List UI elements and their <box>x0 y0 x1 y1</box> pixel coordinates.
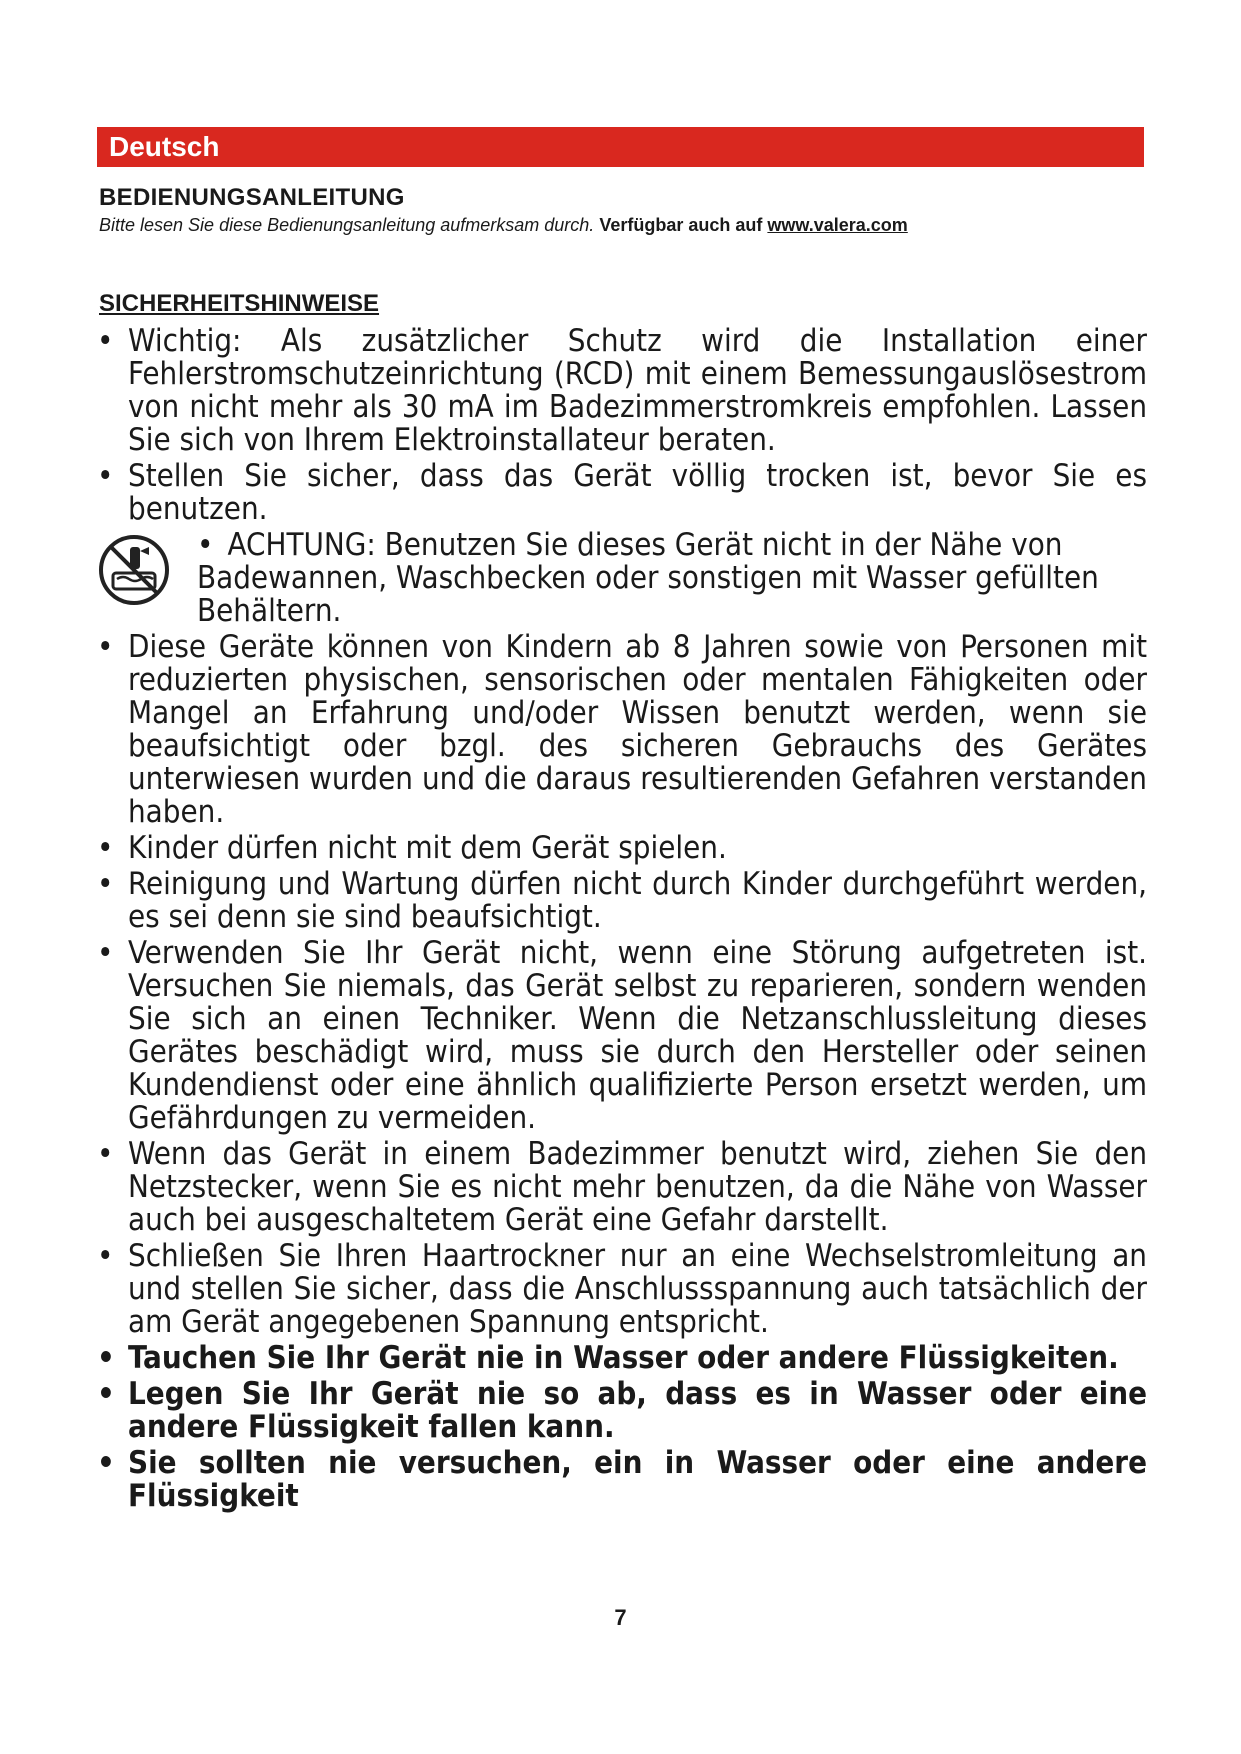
bullet: • <box>97 1136 114 1172</box>
language-label: Deutsch <box>109 131 220 162</box>
bullet: • <box>97 935 114 971</box>
no-water-warning-icon <box>97 533 171 607</box>
list-item <box>97 1378 1147 1444</box>
intro-instruction: Bitte lesen Sie diese Bedienungsanleitung aufmerksam durch. <box>99 215 595 235</box>
item-text: Sie sollten nie versuchen, ein in Wasser oder eine andere Flüssigkeit <box>128 1445 1147 1514</box>
item-text: Stellen Sie sicher, dass das Gerät völlig trocken ist, bevor Sie es benutzen. <box>128 458 1147 527</box>
bullet: • <box>97 830 114 866</box>
bullet: • <box>97 629 114 665</box>
item-text: Diese Geräte können von Kindern ab 8 Jahren sowie von Personen mit reduzierten physischen, sensorischen oder mentalen Fähigkeiten oder Mangel an Erfahrung und/oder Wissen benutzt werden, wenn sie beaufsichtigt oder bzgl. des sicheren Gebrauchs des Gerätes unterwiesen wurden und die daraus resultierenden Gefahren verstanden haben. <box>128 629 1147 830</box>
document-title: BEDIENUNGSANLEITUNG <box>99 184 405 211</box>
item-text: Wichtig: Als zusätzlicher Schutz wird die Installation einer Fehlerstromschutzeinrichtung (RCD) mit einem Bemessungauslösestrom von nicht mehr als 30 mA im Badezimmerstromkreis empfohlen. Lassen Sie sich von Ihrem Elektroinstallateur beraten. <box>128 323 1147 458</box>
warning-item <box>97 529 1147 628</box>
list-item <box>97 1447 1147 1513</box>
list-item <box>97 868 1147 934</box>
bullet: • <box>97 1340 115 1376</box>
list-item <box>97 1138 1147 1237</box>
bullet: • <box>97 458 114 494</box>
safety-list <box>97 325 1147 1516</box>
bullet: • <box>97 1376 115 1412</box>
list-item <box>97 631 1147 829</box>
section-title: SICHERHEITSHINWEISE <box>99 290 380 317</box>
list-item <box>97 937 1147 1135</box>
list-item <box>97 325 1147 457</box>
item-text: ACHTUNG: Benutzen Sie dieses Gerät nicht in der Nähe von Badewannen, Waschbecken oder sonstigen mit Wasser gefüllten Behältern. <box>197 527 1099 629</box>
item-text: Legen Sie Ihr Gerät nie so ab, dass es in Wasser oder eine andere Flüssigkeit fallen kann. <box>128 1376 1147 1445</box>
item-text: Wenn das Gerät in einem Badezimmer benutzt wird, ziehen Sie den Netzstecker, wenn Sie es nicht mehr benutzen, da die Nähe von Wasser auch bei ausgeschaltetem Gerät eine Gefahr darstellt. <box>128 1136 1147 1238</box>
item-text: Tauchen Sie Ihr Gerät nie in Wasser oder andere Flüssigkeiten. <box>128 1340 1119 1376</box>
item-text: Reinigung und Wartung dürfen nicht durch Kinder durchgeführt werden, es sei denn sie sind beaufsichtigt. <box>128 866 1147 935</box>
intro-availability: Verfügbar auch auf <box>599 215 763 235</box>
list-item <box>97 832 1147 865</box>
bullet: • <box>97 866 114 902</box>
list-item <box>97 1342 1147 1375</box>
list-item <box>97 460 1147 526</box>
bullet: • <box>97 323 114 359</box>
item-text: Schließen Sie Ihren Haartrockner nur an eine Wechselstromleitung an und stellen Sie sicher, dass die Anschlussspannung auch tatsächlich der am Gerät angegebenen Spannung entspricht. <box>128 1238 1147 1340</box>
website-link[interactable]: www.valera.com <box>767 215 908 235</box>
item-text: Kinder dürfen nicht mit dem Gerät spielen. <box>128 830 727 866</box>
bullet: • <box>197 527 214 563</box>
bullet: • <box>97 1238 114 1274</box>
bullet: • <box>97 1445 115 1481</box>
intro-line <box>99 215 908 236</box>
item-text: Verwenden Sie Ihr Gerät nicht, wenn eine Störung aufgetreten ist. Versuchen Sie niemals, das Gerät selbst zu reparieren, sondern wenden Sie sich an einen Techniker. Wenn die Netzanschlussleitung dieses Gerätes beschädigt wird, muss sie durch den Hersteller oder seinen Kundendienst oder eine ähnlich qualifizierte Person ersetzt werden, um Gefährdungen zu vermeiden. <box>128 935 1147 1136</box>
language-header-bar <box>97 127 1144 167</box>
list-item <box>97 1240 1147 1339</box>
page-number: 7 <box>614 1605 627 1630</box>
